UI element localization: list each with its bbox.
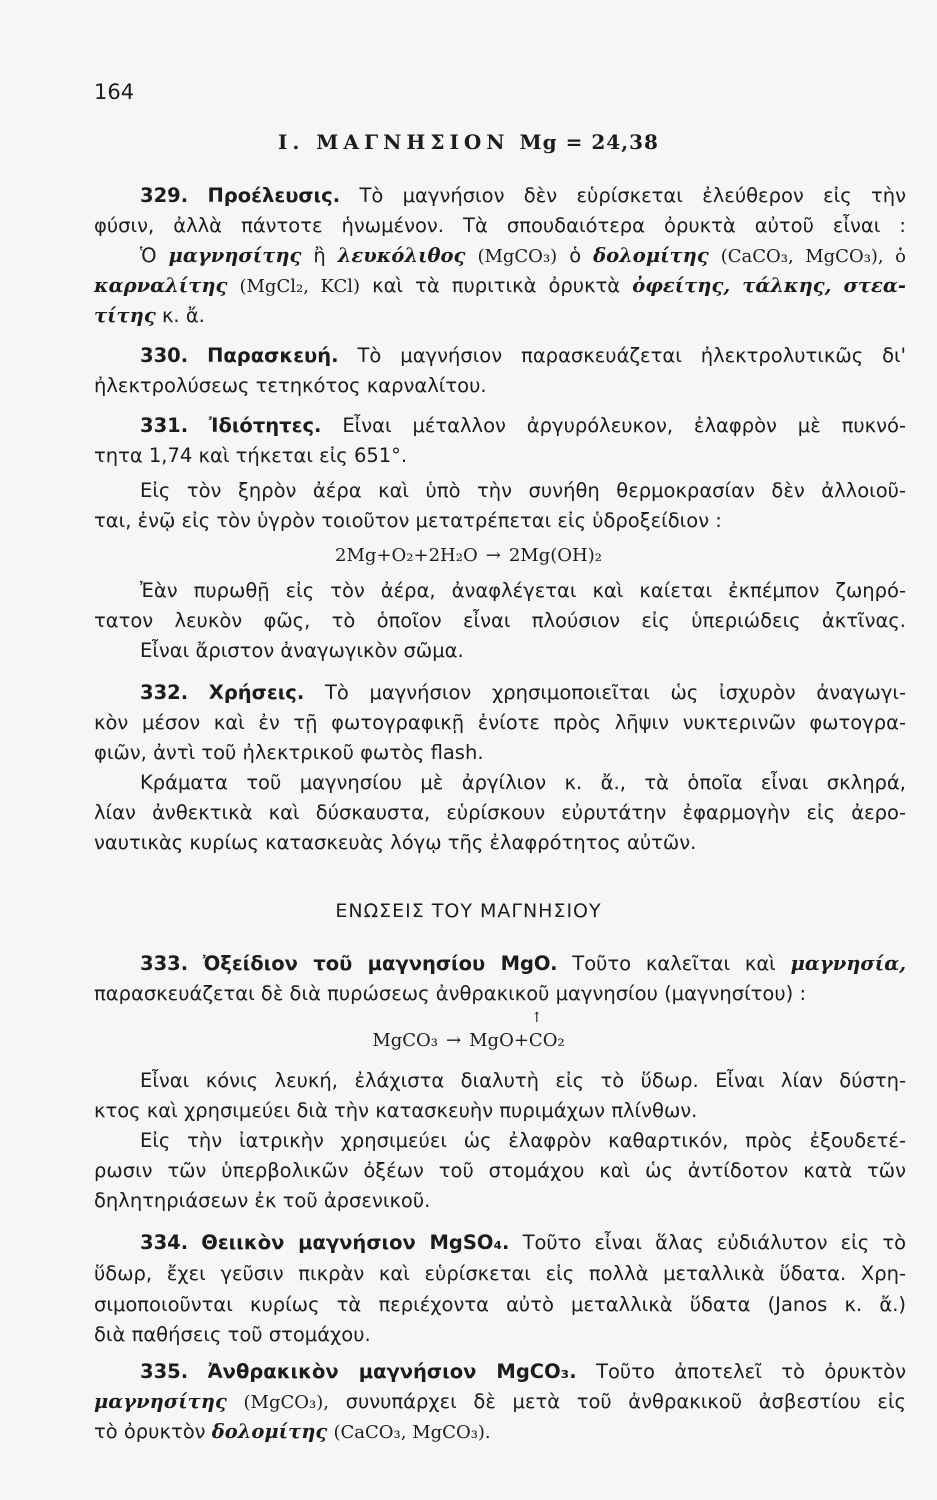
s331-number: 331.	[140, 414, 189, 437]
term-steatitis-a: στεα-	[843, 274, 906, 297]
s331-line-2: τητα 1,74 καὶ τήκεται εἰς 651°.	[94, 444, 408, 467]
s335-line-2	[94, 1387, 906, 1418]
s331-text: Εἶναι μέταλλον ἀργυρόλευκον, ἐλαφρὸν μὲ πυκνό-	[342, 414, 907, 437]
term-steatitis-b: τίτης	[94, 304, 156, 327]
s332-line-1	[140, 678, 906, 708]
term-ofeitis: ὀφείτης,	[632, 274, 731, 297]
s333-heading: Ὀξείδιον τοῦ μαγνησίου MgO.	[202, 952, 558, 975]
eq2-co2: CO₂	[528, 1030, 565, 1051]
chapter-title	[0, 130, 937, 154]
s333-line-2: παρασκευάζεται δὲ διὰ πυρώσεως ἀνθρακικοῦ μαγνησίου (μαγνησίτου) :	[94, 982, 807, 1005]
s334-line-1	[140, 1228, 906, 1258]
s335-heading: Ἀνθρακικὸν μαγνήσιον MgCO₃.	[207, 1360, 577, 1383]
eq1-right: 2Mg(OH)₂	[508, 545, 602, 566]
s331-line-1	[140, 411, 906, 441]
s330-line-2: ἠλεκτρολύσεως τετηκότος καρναλίτου.	[94, 374, 487, 397]
term-leukolithos: λευκόλιθος	[337, 244, 466, 267]
s331-line-5: Ἐὰν πυρωθῇ εἰς τὸν ἀέρα, ἀναφλέγεται καὶ καίεται ἐκπέμπον ζωηρό-	[140, 579, 906, 602]
eq2-right-a: MgO+	[469, 1030, 529, 1051]
term-karnalitis: καρναλίτης	[94, 274, 228, 297]
s334-line-2: ὕδωρ, ἔχει γεῦσιν πικρὰν καὶ εὑρίσκεται εἰς πολλὰ μεταλλικὰ ὕδατα. Χρη-	[94, 1262, 906, 1285]
eq2-left: MgCO₃	[372, 1030, 439, 1051]
s331-line-3: Εἰς τὸν ξηρὸν ἀέρα καὶ ὑπὸ τὴν συνήθη θερμοκρασίαν δὲν ἀλλοιοῦ-	[140, 479, 906, 502]
s329-line-4	[94, 271, 906, 302]
s330-line-1	[140, 341, 906, 371]
s335-text-3: τὸ ὀρυκτὸν	[94, 1420, 206, 1443]
s334-text: Τοῦτο εἶναι ἅλας εὐδιάλυτον εἰς τὸ	[522, 1231, 906, 1254]
s329-line-3	[140, 241, 906, 272]
eq1-left: 2Mg+O₂+2H₂O	[335, 545, 478, 566]
s329-heading: Προέλευσις.	[207, 184, 341, 207]
s329-or: ἢ	[313, 244, 326, 267]
s331-line-6: τατον λευκὸν φῶς, τὸ ὁποῖον εἶναι πλούσιον εἰς ὑπεριώδεις ἀκτῖνας.	[94, 609, 906, 632]
s332-line-2: κὸν μέσον καὶ ἐν τῇ φωτογραφικῇ ἐνίοτε πρὸς λῆψιν νυκτερινῶν φωτογρα-	[94, 711, 906, 734]
s333-line-5: Εἰς τὴν ἰατρικὴν χρησιμεύει ὡς ἐλαφρὸν καθαρτικόν, πρὸς ἐξουδετέ-	[140, 1129, 906, 1152]
arrow-icon: →	[485, 545, 501, 566]
s333-line-3: Εἶναι κόνις λευκή, ἐλάχιστα διαλυτὴ εἰς τὸ ὕδωρ. Εἶναι λίαν δύστη-	[140, 1069, 906, 1092]
formula-dolomite: (CaCO₃, MgCO₃), ὁ	[720, 246, 907, 267]
s335-number: 335.	[140, 1360, 189, 1383]
s332-heading: Χρήσεις.	[208, 681, 305, 704]
s330-text: Τὸ μαγνήσιον παρασκευάζεται ἠλεκτρολυτικῶς δι'	[357, 344, 907, 367]
s331-heading: Ἰδιότητες.	[209, 414, 322, 437]
s332-line-5: λίαν ἀνθεκτικὰ καὶ δύσκαυστα, εὑρίσκουν εὐρυτάτην ἐφαρμογὴν εἰς ἀερο-	[94, 801, 906, 824]
chapter-formula: Mg = 24,38	[519, 130, 659, 154]
s333-line-4: κτος καὶ χρησιμεύει διὰ τὴν κατασκευὴν πυριμάχων πλίνθων.	[94, 1099, 698, 1122]
s329-etc: κ. ἄ.	[161, 304, 205, 327]
s332-line-4: Κράματα τοῦ μαγνησίου μὲ ἀργίλιον κ. ἄ., τὰ ὁποῖα εἶναι σκληρά,	[140, 771, 906, 794]
s329-line-1	[140, 181, 906, 211]
s332-line-6: ναυτικὰς κυρίως κατασκευὰς λόγῳ τῆς ἐλαφρότητος αὐτῶν.	[94, 831, 697, 854]
s329-article-2: ὁ	[569, 244, 582, 267]
page-number: 164	[94, 80, 135, 104]
s329-number: 329.	[140, 184, 189, 207]
s332-number: 332.	[140, 681, 189, 704]
gas-arrow-icon: ↑	[530, 1010, 543, 1026]
formula-mgco3-2: (MgCO₃),	[243, 1392, 329, 1413]
s333-number: 333.	[140, 952, 189, 975]
formula-dolomite-2: (CaCO₃, MgCO₃).	[333, 1422, 491, 1443]
s335-text: Τοῦτο ἀποτελεῖ τὸ ὀρυκτὸν	[596, 1360, 907, 1383]
s330-number: 330.	[140, 344, 189, 367]
s329-text: Τὸ μαγνήσιον δὲν εὑρίσκεται ἐλεύθερον εἰς τὴν	[359, 184, 907, 207]
section-title: ΕΝΩΣΕΙΣ ΤΟΥ ΜΑΓΝΗΣΙΟΥ	[335, 900, 602, 922]
s329-line-2: φύσιν, ἀλλὰ πάντοτε ἡνωμένον. Τὰ σπουδαιότερα ὀρυκτὰ αὐτοῦ εἶναι :	[94, 214, 906, 237]
s329-line-5	[94, 301, 906, 331]
s334-line-3: σιμοποιοῦνται κυρίως τὰ περιέχοντα αὐτὸ μεταλλικὰ ὕδατα (Janos κ. ἄ.)	[94, 1293, 906, 1316]
s331-line-7: Εἶναι ἄριστον ἀναγωγικὸν σῶμα.	[140, 639, 464, 662]
formula-carnallite: (MgCl₂, KCl)	[239, 276, 361, 297]
chapter-name: I. ΜΑΓΝΗΣΙΟΝ	[278, 130, 510, 154]
s334-number: 334.	[140, 1231, 189, 1254]
term-magnesitis: μαγνησίτης	[168, 244, 302, 267]
arrow-icon: →	[446, 1030, 462, 1051]
s333-line-6: ρωσιν τῶν ὑπερβολικῶν ὀξέων τοῦ στομάχου καὶ ὡς ἀντίδοτον κατὰ τῶν	[94, 1159, 906, 1182]
s333-text: Τοῦτο καλεῖται καὶ	[572, 952, 776, 975]
term-magnesitis-2: μαγνησίτης	[94, 1390, 227, 1413]
equation-mgco3-decomp	[0, 1010, 937, 1051]
term-dolomitis-2: δολομίτης	[211, 1420, 328, 1443]
s329-article: Ὁ	[140, 244, 157, 267]
equation-mg-hydroxide	[0, 545, 937, 566]
formula-mgco3: (MgCO₃)	[477, 246, 558, 267]
s333-line-7: δηλητηριάσεων ἐκ τοῦ ἀρσενικοῦ.	[94, 1189, 431, 1212]
s334-line-4: διὰ παθήσεις τοῦ στομάχου.	[94, 1323, 371, 1346]
s332-line-3: φιῶν, ἀντὶ τοῦ ἠλεκτρικοῦ φωτὸς flash.	[94, 741, 484, 764]
s332-text: Τὸ μαγνήσιον χρησιμοποιεῖται ὡς ἰσχυρὸν ἀναγωγι-	[324, 681, 906, 704]
term-magnisia: μαγνησία,	[790, 952, 907, 975]
s331-line-4: ται, ἐνῷ εἰς τὸν ὑγρὸν τοιοῦτον μετατρέπεται εἰς ὑδροξείδιον :	[94, 509, 722, 532]
s330-heading: Παρασκευή.	[207, 344, 339, 367]
s335-line-1	[140, 1357, 906, 1387]
s335-line-3	[94, 1417, 906, 1448]
s335-text-2: συνυπάρχει δὲ μετὰ τοῦ ἀνθρακικοῦ ἀσβεστίου εἰς	[345, 1390, 906, 1413]
term-dolomitis: δολομίτης	[593, 244, 709, 267]
s333-line-1	[140, 949, 906, 979]
s329-text-4: καὶ τὰ πυριτικὰ ὀρυκτὰ	[372, 274, 621, 297]
term-talkis: τάλκης,	[742, 274, 832, 297]
eq2-right-b	[528, 1010, 565, 1051]
s334-heading: Θειικὸν μαγνήσιον MgSO₄.	[201, 1231, 510, 1254]
